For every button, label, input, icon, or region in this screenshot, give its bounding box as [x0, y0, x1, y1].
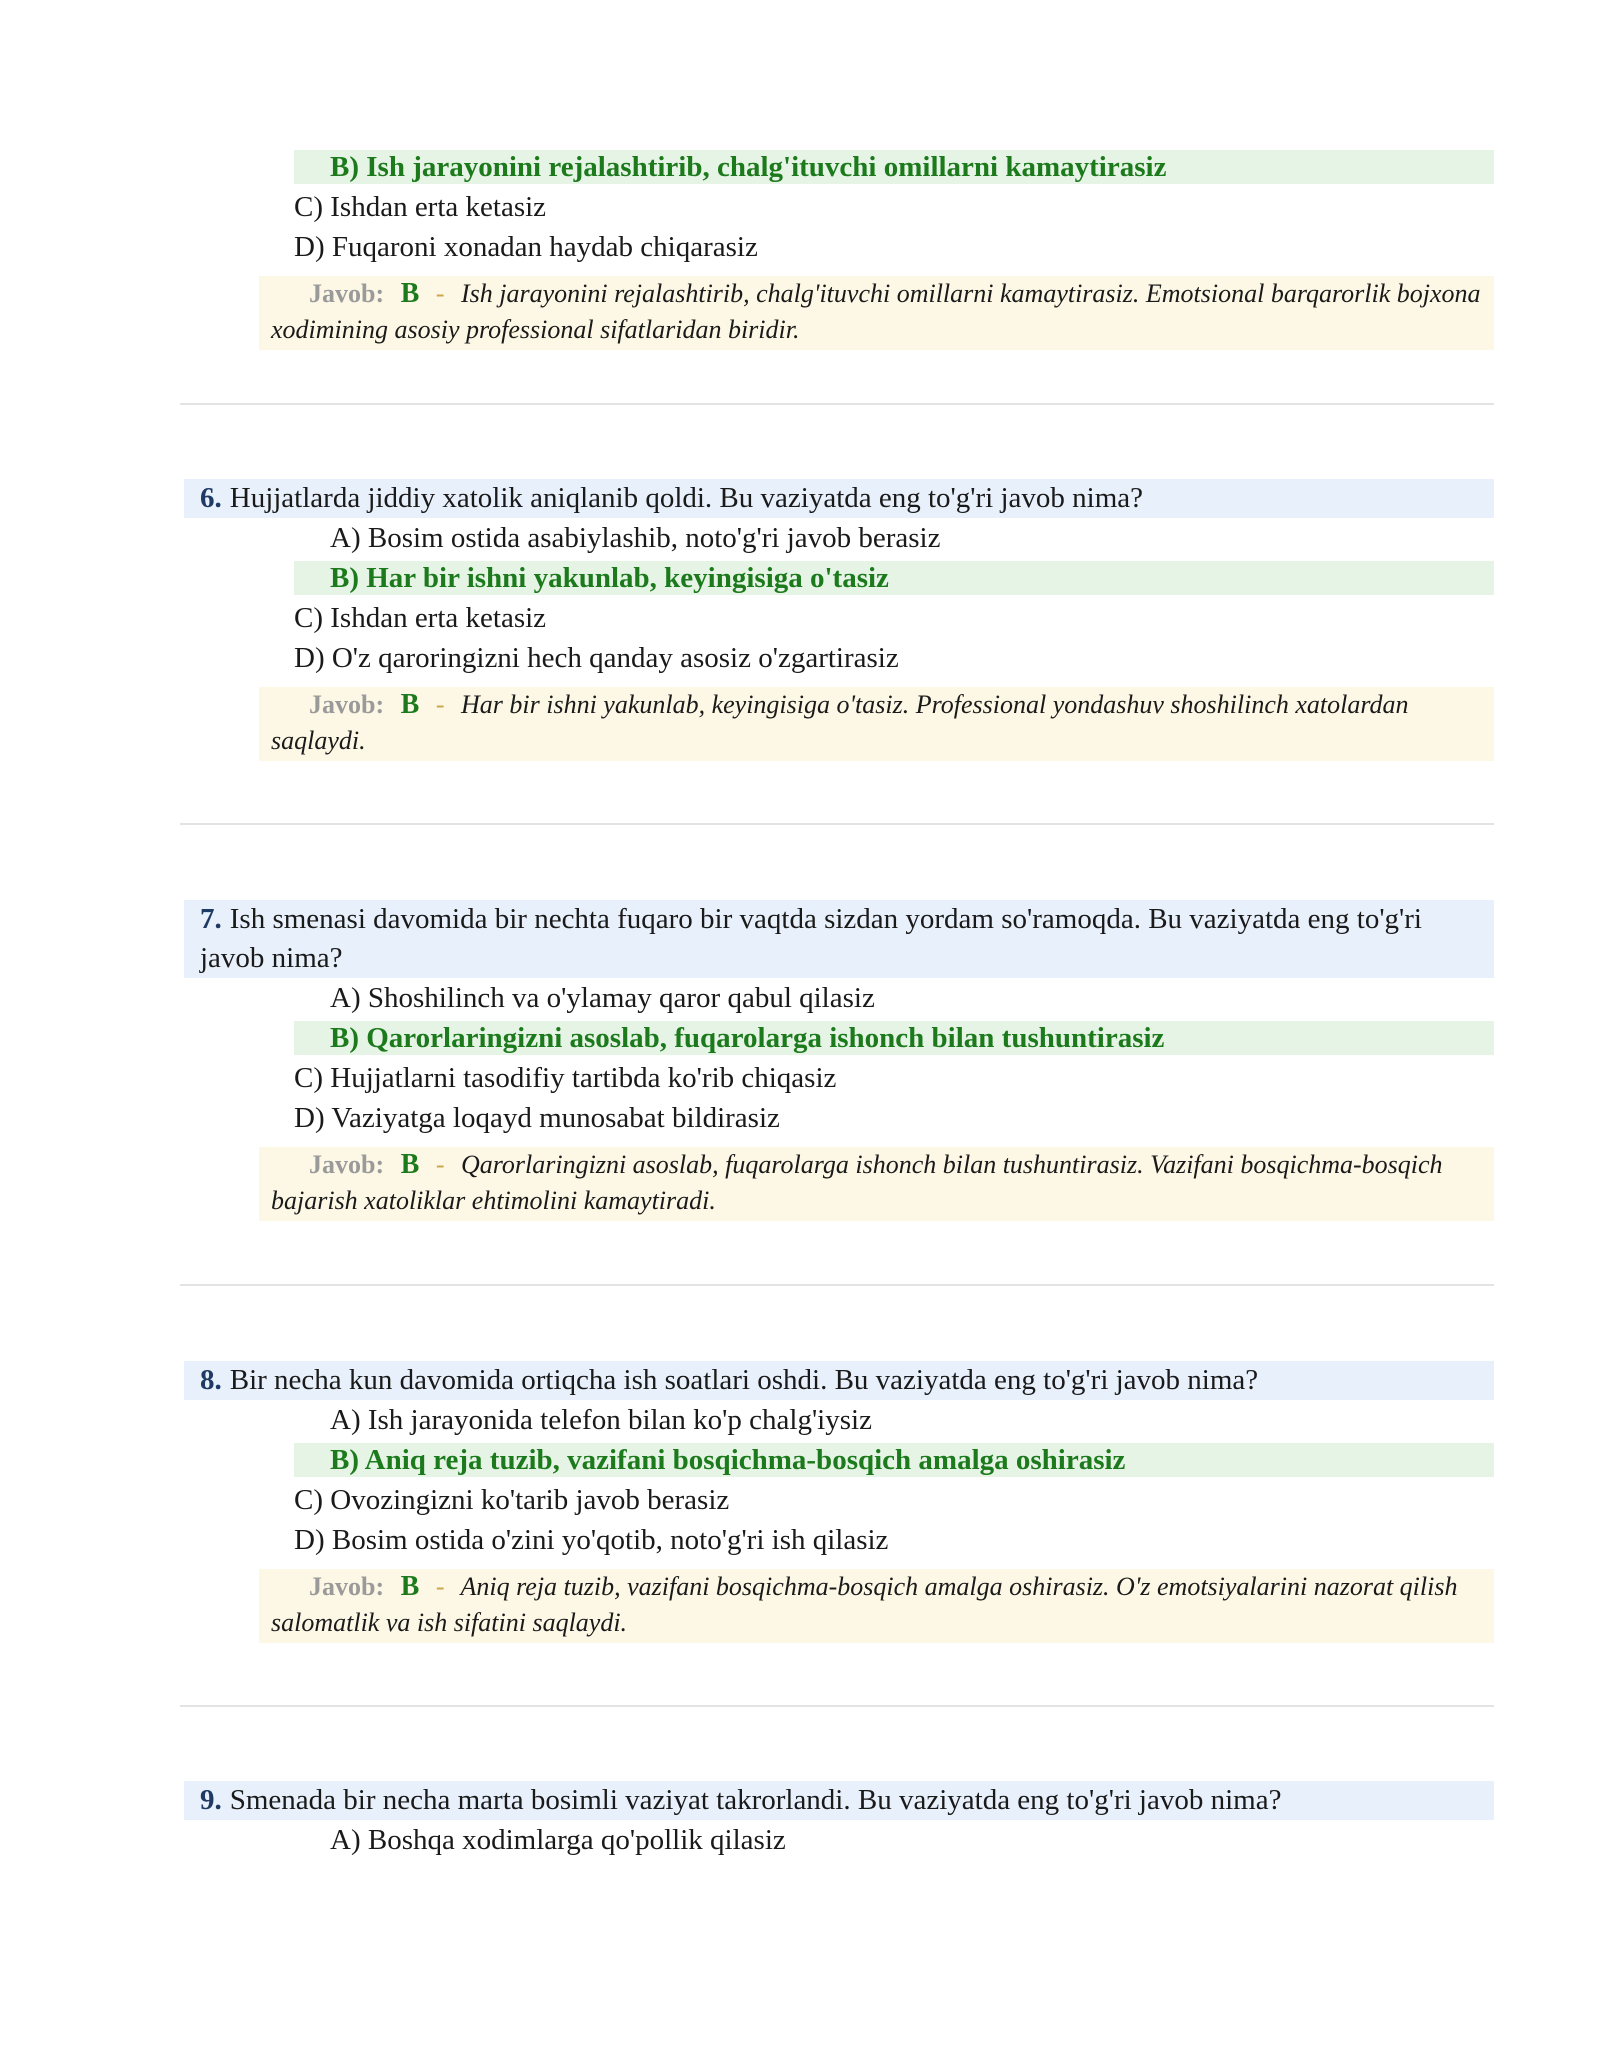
option-b-correct: B) Har bir ishni yakunlab, keyingisiga o'tasiz — [294, 561, 1494, 595]
option-a: A) Shoshilinch va o'ylamay qaror qabul qilasiz — [330, 982, 875, 1014]
answer-label: Javob: — [309, 690, 385, 719]
question-block-9 — [182, 1781, 1494, 1860]
answer-label: Javob: — [309, 279, 385, 308]
question-block-7 — [182, 900, 1494, 1221]
section-divider — [180, 1284, 1494, 1286]
answer-dash: - — [435, 1572, 445, 1601]
section-divider — [180, 1705, 1494, 1707]
answer-letter: B — [400, 1149, 420, 1180]
answer-dash: - — [435, 690, 445, 719]
question-text — [184, 1781, 1494, 1820]
answer-letter: B — [400, 1571, 420, 1602]
answer-box — [259, 276, 1494, 350]
question-block-8 — [182, 1361, 1494, 1643]
option-b-correct: B) Aniq reja tuzib, vazifani bosqichma-bosqich amalga oshirasiz — [294, 1443, 1494, 1477]
question-number: 7. — [200, 903, 222, 935]
question-prompt: Ish smenasi davomida bir nechta fuqaro bir vaqtda sizdan yordam so'ramoqda. Bu vaziyatda eng to'g'ri javob nima? — [200, 903, 1422, 974]
question-block-5 — [182, 147, 1494, 350]
question-number: 8. — [200, 1364, 222, 1396]
option-c: C) Ishdan erta ketasiz — [294, 602, 547, 634]
option-d: D) Fuqaroni xonadan haydab chiqarasiz — [294, 231, 758, 263]
option-d: D) O'z qaroringizni hech qanday asosiz o'zgartirasiz — [294, 642, 899, 674]
answer-explanation: Ish jarayonini rejalashtirib, chalg'ituvchi omillarni kamaytirasiz. Emotsional barqarorlik bojxona xodimining asosiy professional sifatlaridan biridir. — [271, 279, 1481, 344]
question-prompt: Hujjatlarda jiddiy xatolik aniqlanib qoldi. Bu vaziyatda eng to'g'ri javob nima? — [229, 482, 1144, 514]
answer-explanation: Aniq reja tuzib, vazifani bosqichma-bosqich amalga oshirasiz. O'z emotsiyalarini nazorat qilish salomatlik va ish sifatini saqlaydi. — [271, 1572, 1458, 1637]
option-b-correct: B) Ish jarayonini rejalashtirib, chalg'ituvchi omillarni kamaytirasiz — [294, 150, 1494, 184]
question-text — [184, 900, 1494, 978]
option-a: A) Ish jarayonida telefon bilan ko'p chalg'iysiz — [330, 1404, 872, 1436]
question-number: 9. — [200, 1784, 222, 1816]
answer-letter: B — [400, 689, 420, 720]
answer-explanation: Har bir ishni yakunlab, keyingisiga o'tasiz. Professional yondashuv shoshilinch xatolardan saqlaydi. — [271, 690, 1409, 755]
answer-explanation: Qarorlaringizni asoslab, fuqarolarga ishonch bilan tushuntirasiz. Vazifani bosqichma-bosqich bajarish xatoliklar ehtimolini kamaytiradi. — [271, 1150, 1443, 1215]
section-divider — [180, 403, 1494, 405]
answer-dash: - — [435, 1150, 445, 1179]
answer-label: Javob: — [309, 1150, 385, 1179]
answer-box — [259, 1147, 1494, 1221]
option-c: C) Hujjatlarni tasodifiy tartibda ko'rib chiqasiz — [294, 1062, 837, 1094]
option-a: A) Bosim ostida asabiylashib, noto'g'ri javob berasiz — [330, 522, 941, 554]
question-prompt: Bir necha kun davomida ortiqcha ish soatlari oshdi. Bu vaziyatda eng to'g'ri javob nima? — [229, 1364, 1259, 1396]
answer-box — [259, 687, 1494, 761]
answer-label: Javob: — [309, 1572, 385, 1601]
answer-letter: B — [400, 278, 420, 309]
question-number: 6. — [200, 482, 222, 514]
option-c: C) Ovozingizni ko'tarib javob berasiz — [294, 1484, 730, 1516]
question-prompt: Smenada bir necha marta bosimli vaziyat takrorlandi. Bu vaziyatda eng to'g'ri javob nima? — [229, 1784, 1282, 1816]
option-d: D) Bosim ostida o'zini yo'qotib, noto'g'ri ish qilasiz — [294, 1524, 889, 1556]
question-text — [184, 479, 1494, 518]
option-c: C) Ishdan erta ketasiz — [294, 191, 547, 223]
option-b-correct: B) Qarorlaringizni asoslab, fuqarolarga ishonch bilan tushuntirasiz — [294, 1021, 1494, 1055]
question-text — [184, 1361, 1494, 1400]
question-block-6 — [182, 479, 1494, 761]
option-d: D) Vaziyatga loqayd munosabat bildirasiz — [294, 1102, 780, 1134]
answer-box — [259, 1569, 1494, 1643]
section-divider — [180, 823, 1494, 825]
answer-dash: - — [435, 279, 445, 308]
option-a: A) Boshqa xodimlarga qo'pollik qilasiz — [330, 1824, 786, 1856]
